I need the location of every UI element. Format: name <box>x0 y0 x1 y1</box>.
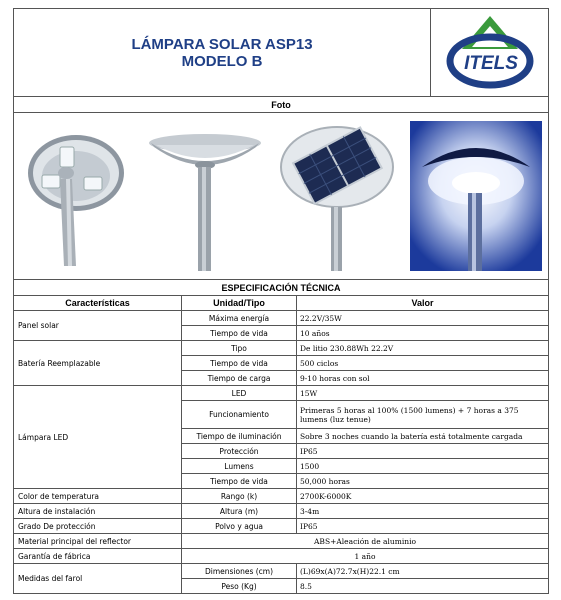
value-cell: (L)69x(A)72.7x(H)22.1 cm <box>297 564 549 579</box>
column-header-characteristics: Características <box>14 296 182 311</box>
value-cell: 1500 <box>297 459 549 474</box>
column-header-unit: Unidad/Tipo <box>182 296 297 311</box>
unit-cell: Peso (Kg) <box>182 579 297 594</box>
table-row <box>14 311 549 326</box>
table-row <box>14 534 549 549</box>
itels-logo <box>445 13 535 91</box>
spec-sheet <box>13 8 548 594</box>
unit-cell: Funcionamiento <box>182 401 297 429</box>
lamp-side-view-image <box>146 121 264 271</box>
value-cell: 8.5 <box>297 579 549 594</box>
table-row <box>14 519 549 534</box>
table-row <box>14 549 549 564</box>
table-row <box>14 489 549 504</box>
lamp-bottom-view-image <box>20 121 132 271</box>
spec-section-label: ESPECIFICACIÓN TÉCNICA <box>14 280 549 296</box>
table-row <box>14 341 549 356</box>
column-header-value: Valor <box>297 296 549 311</box>
value-cell: Sobre 3 noches cuando la batería está totalmente cargada <box>297 429 549 444</box>
value-cell: 3-4m <box>297 504 549 519</box>
unit-cell: Dimensiones (cm) <box>182 564 297 579</box>
unit-cell: LED <box>182 386 297 401</box>
group-label-color-temperature: Color de temperatura <box>14 489 182 504</box>
title-line-2: MODELO B <box>181 52 263 70</box>
group-label-protection-grade: Grado De protección <box>14 519 182 534</box>
unit-cell: Tiempo de carga <box>182 371 297 386</box>
unit-cell: Tiempo de iluminación <box>182 429 297 444</box>
table-row <box>14 504 549 519</box>
merged-value-cell: ABS+Aleación de aluminio <box>182 534 549 549</box>
merged-value-cell: 1 año <box>182 549 549 564</box>
document-title <box>14 9 431 97</box>
unit-cell: Polvo y agua <box>182 519 297 534</box>
value-cell: 15W <box>297 386 549 401</box>
logo-text: ITELS <box>463 52 518 74</box>
group-label-led-lamp: Lámpara LED <box>14 386 182 489</box>
group-label-solar-panel: Panel solar <box>14 311 182 341</box>
lamp-solar-panel-top-view-image <box>278 121 396 271</box>
lamp-lit-night-view-image <box>410 121 542 271</box>
photo-section-label: Foto <box>14 97 549 113</box>
unit-cell: Lumens <box>182 459 297 474</box>
value-cell: 50,000 horas <box>297 474 549 489</box>
unit-cell: Altura (m) <box>182 504 297 519</box>
group-label-battery: Batería Reemplazable <box>14 341 182 386</box>
unit-cell: Máxima energía <box>182 311 297 326</box>
group-label-dimensions: Medidas del farol <box>14 564 182 594</box>
group-label-reflector-material: Material principal del reflector <box>14 534 182 549</box>
value-cell: IP65 <box>297 519 549 534</box>
photo-strip <box>14 113 549 280</box>
unit-cell: Rango (k) <box>182 489 297 504</box>
group-label-install-height: Altura de instalación <box>14 504 182 519</box>
unit-cell: Tiempo de vida <box>182 326 297 341</box>
value-cell: 10 años <box>297 326 549 341</box>
value-cell: 9-10 horas con sol <box>297 371 549 386</box>
value-cell: 22.2V/35W <box>297 311 549 326</box>
title-line-1: LÁMPARA SOLAR ASP13 <box>131 35 313 53</box>
unit-cell: Protección <box>182 444 297 459</box>
value-cell: De litio 230.88Wh 22.2V <box>297 341 549 356</box>
table-row <box>14 386 549 401</box>
value-cell: 500 ciclos <box>297 356 549 371</box>
group-label-warranty: Garantía de fábrica <box>14 549 182 564</box>
value-cell: 2700K-6000K <box>297 489 549 504</box>
logo-cell <box>431 9 549 97</box>
value-cell: Primeras 5 horas al 100% (1500 lumens) + 7 horas a 375 lumens (luz tenue) <box>297 401 549 429</box>
unit-cell: Tipo <box>182 341 297 356</box>
unit-cell: Tiempo de vida <box>182 474 297 489</box>
value-cell: IP65 <box>297 444 549 459</box>
table-row <box>14 564 549 579</box>
spec-table <box>13 8 549 594</box>
unit-cell: Tiempo de vida <box>182 356 297 371</box>
